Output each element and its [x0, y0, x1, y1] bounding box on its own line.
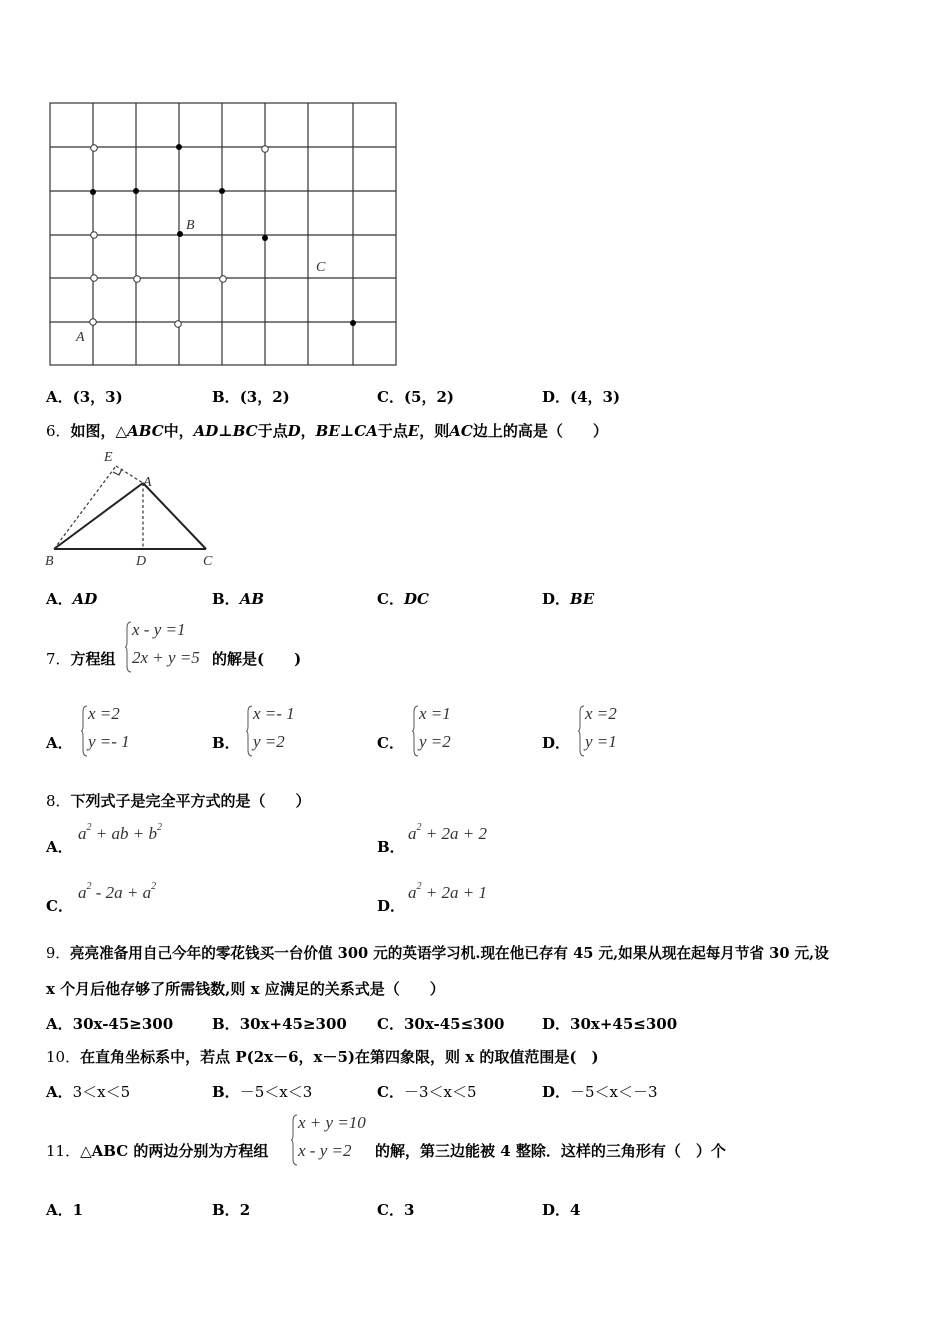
q9-stem-line2: x 个月后他存够了所需钱数,则 x 应满足的关系式是（ ） — [46, 980, 445, 998]
q8-option-c-expr: $a^2 - 2a + a^2$ — [78, 881, 157, 902]
brace-icon — [124, 620, 132, 674]
q8-option-b-expr: $a^2 + 2a + 2$ — [408, 822, 487, 843]
brace-icon — [577, 704, 585, 758]
tri-label-e: E — [104, 450, 113, 465]
q11-stem-pre: 11．△ABC 的两边分别为方程组 — [46, 1142, 269, 1160]
q10-option-a: A．3＜x＜5 — [46, 1083, 131, 1101]
right-angle-mark — [113, 469, 122, 475]
q8-option-c-key: C． — [46, 897, 73, 915]
q8-option-d-expr: $a^2 + 2a + 1$ — [408, 881, 487, 902]
grid-point-open — [175, 321, 182, 328]
q8-option-d-key: D． — [377, 897, 406, 915]
grid-point-open — [262, 146, 269, 153]
q10-option-c: C．－3＜x＜5 — [377, 1083, 477, 1101]
grid-point-filled — [133, 188, 139, 194]
grid-label-b: B — [186, 218, 195, 233]
grid-point-filled — [177, 231, 183, 237]
q7-stem-pre: 7．方程组 — [46, 650, 116, 668]
grid-point-open — [91, 145, 98, 152]
q10-option-b: B．－5＜x＜3 — [212, 1083, 313, 1101]
q5-option-d: D．(4，3) — [542, 388, 621, 406]
q7-option-d-key: D． — [542, 734, 571, 752]
tri-label-a: A — [143, 475, 152, 490]
q10-stem: 10．在直角坐标系中，若点 P(2x－6，x－5)在第四象限，则 x 的取值范围是( ) — [46, 1048, 599, 1066]
brace-icon — [290, 1113, 298, 1167]
q11-equation-system: x + y =10 x - y =2 — [290, 1113, 380, 1169]
brace-icon — [245, 704, 253, 758]
q7-option-d-system: x =2 y =1 — [577, 704, 657, 760]
brace-icon — [411, 704, 419, 758]
grid-point-open — [220, 276, 227, 283]
q7-option-a-key: A． — [46, 734, 73, 752]
q7-option-b-system: x =- 1 y =2 — [245, 704, 325, 760]
grid-point-open — [91, 275, 98, 282]
q7-stem-post: 的解是( ) — [212, 650, 302, 668]
tri-label-c: C — [203, 554, 213, 569]
q9-option-d: D．30x+45≤300 — [542, 1015, 678, 1033]
q9-option-b: B．30x+45≥300 — [212, 1015, 347, 1033]
grid-point-filled — [350, 320, 356, 326]
q11-option-a: A．1 — [46, 1201, 84, 1219]
grid-point-open — [90, 319, 97, 326]
q6-stem: 6．如图，△ABC中，AD⊥BC于点D，BE⊥CA于点E，则AC边上的高是（ ） — [46, 422, 608, 440]
q7-equation-system: x - y =1 2x + y =5 — [124, 620, 214, 676]
q8-option-a-key: A． — [46, 838, 73, 856]
tri-label-b: B — [45, 554, 54, 569]
q8-option-a-expr: $a^2$ + ab + $b^2$ — [78, 822, 162, 843]
q5-option-a: A．(3，3) — [46, 388, 123, 406]
q8-stem: 8．下列式子是完全平方式的是（ ） — [46, 792, 311, 810]
q9-stem-line1: 9．亮亮准备用自己今年的零花钱买一台价值 300 元的英语学习机.现在他已存有 45 元,如果从现在起每月节省 30 元,设 — [46, 945, 829, 962]
q6-option-d: D．BE — [542, 590, 595, 608]
grid-label-a: A — [76, 330, 85, 345]
q5-option-c: C．(5，2) — [377, 388, 455, 406]
q10-option-d: D．－5＜x＜－3 — [542, 1083, 658, 1101]
q9-option-c: C．30x-45≤300 — [377, 1015, 505, 1033]
q11-option-d: D．4 — [542, 1201, 581, 1219]
q6-option-a: A．AD — [46, 590, 98, 608]
q5-option-b: B．(3，2) — [212, 388, 290, 406]
grid-point-filled — [219, 188, 225, 194]
grid-point-open — [134, 276, 141, 283]
grid-point-filled — [262, 235, 268, 241]
q7-option-a-system: x =2 y =- 1 — [80, 704, 160, 760]
q11-option-b: B．2 — [212, 1201, 251, 1219]
triangle-figure — [40, 446, 230, 572]
tri-label-d: D — [136, 554, 147, 569]
q8-option-b-key: B． — [377, 838, 405, 856]
grid-points — [90, 144, 356, 327]
q6-option-c: C．DC — [377, 590, 429, 608]
q11-stem-post: 的解，第三边能被 4 整除．这样的三角形有（ ）个 — [375, 1142, 726, 1160]
grid-point-filled — [90, 189, 96, 195]
grid-figure — [40, 95, 410, 380]
grid-point-filled — [176, 144, 182, 150]
q7-option-c-key: C． — [377, 734, 404, 752]
q11-option-c: C．3 — [377, 1201, 415, 1219]
q6-option-b: B．AB — [212, 590, 265, 608]
brace-icon — [80, 704, 88, 758]
q9-option-a: A．30x-45≥300 — [46, 1015, 174, 1033]
q7-option-b-key: B． — [212, 734, 240, 752]
q7-option-c-system: x =1 y =2 — [411, 704, 491, 760]
grid-point-open — [91, 232, 98, 239]
grid-label-c: C — [316, 260, 326, 275]
